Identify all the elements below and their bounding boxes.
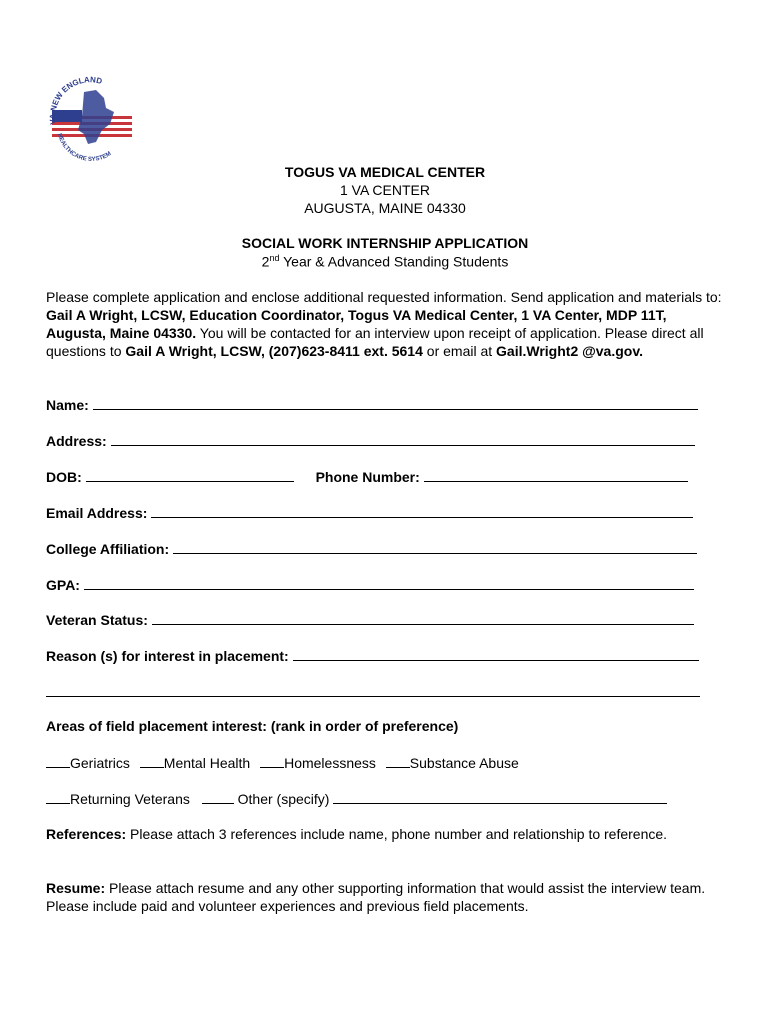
reason-label: Reason (s) for interest in placement:: [46, 648, 289, 664]
mental-health-label: Mental Health: [163, 755, 251, 771]
reason-field[interactable]: [293, 647, 699, 661]
reason-row: [46, 647, 699, 664]
dob-label: DOB:: [46, 469, 82, 485]
returning-veterans-label: Returning Veterans: [70, 791, 190, 807]
logo-text-bottom: HEALTHCARE SYSTEM: [55, 132, 113, 163]
geriatrics-label: Geriatrics: [70, 755, 130, 771]
veteran-field[interactable]: [152, 611, 694, 625]
email-field[interactable]: [151, 504, 693, 518]
logo-text-top: VA NEW ENGLAND: [48, 75, 104, 126]
address-row: [46, 432, 695, 449]
veteran-label: Veteran Status:: [46, 612, 148, 628]
address-line-2: AUGUSTA, MAINE 04330: [304, 200, 466, 216]
reason-field-line-2[interactable]: [46, 683, 700, 697]
homelessness-label: Homelessness: [284, 755, 376, 771]
address-label: Address:: [46, 433, 107, 449]
phone-field[interactable]: [424, 468, 688, 482]
name-label: Name:: [46, 397, 89, 413]
other-label: Other (specify): [237, 791, 330, 807]
rank-returning-veterans[interactable]: [46, 790, 70, 804]
phone-label: Phone Number:: [315, 469, 420, 485]
dob-field[interactable]: [86, 468, 294, 482]
resume-paragraph: Resume: Please attach resume and any other supporting information that would assist the interview team. Please include paid and volunteer experiences and previous field placements.: [46, 880, 706, 914]
gpa-row: [46, 576, 694, 593]
gpa-field[interactable]: [84, 576, 694, 590]
name-field[interactable]: [93, 396, 698, 410]
intro-paragraph: Please complete application and enclose additional requested information. Send application and materials to: Gail A Wright, LCSW, Education Coordinator, Togus VA Medical Center, 1 VA Center, MDP 11T, Augusta, Maine 04330. You will be contacted for an interview upon receipt of application. Please direct all questions to Gail A Wright, LCSW, (207)623-8411 ext. 5614 or email at Gail.Wright2 @va.gov.: [46, 289, 722, 359]
form-title: SOCIAL WORK INTERNSHIP APPLICATION: [241, 235, 529, 251]
svg-text:HEALTHCARE SYSTEM: [56, 133, 112, 163]
email-label: Email Address:: [46, 505, 148, 521]
veteran-row: [46, 611, 694, 628]
gpa-label: GPA:: [46, 577, 80, 593]
va-new-england-logo: [44, 72, 136, 172]
substance-abuse-label: Substance Abuse: [409, 755, 519, 771]
address-line-1: 1 VA CENTER: [340, 182, 430, 198]
college-row: [46, 540, 697, 557]
form-subtitle: 2nd Year & Advanced Standing Students: [261, 253, 509, 270]
rank-substance-abuse[interactable]: [386, 754, 410, 768]
other-specify-field[interactable]: [333, 790, 667, 804]
references-paragraph: References: Please attach 3 references include name, phone number and relationship to reference.: [46, 826, 668, 842]
org-name: TOGUS VA MEDICAL CENTER: [284, 164, 486, 180]
college-label: College Affiliation:: [46, 541, 170, 557]
areas-row-2: [46, 790, 667, 807]
areas-heading: Areas of field placement interest: (rank in order of preference): [46, 718, 459, 734]
rank-homelessness[interactable]: [260, 754, 284, 768]
dob-phone-row: [46, 468, 688, 485]
areas-row-1: [46, 754, 519, 771]
name-row: [46, 396, 698, 413]
college-field[interactable]: [173, 540, 697, 554]
rank-other[interactable]: [202, 790, 234, 804]
rank-geriatrics[interactable]: [46, 754, 70, 768]
email-row: [46, 504, 693, 521]
rank-mental-health[interactable]: [140, 754, 164, 768]
address-field[interactable]: [111, 432, 695, 446]
